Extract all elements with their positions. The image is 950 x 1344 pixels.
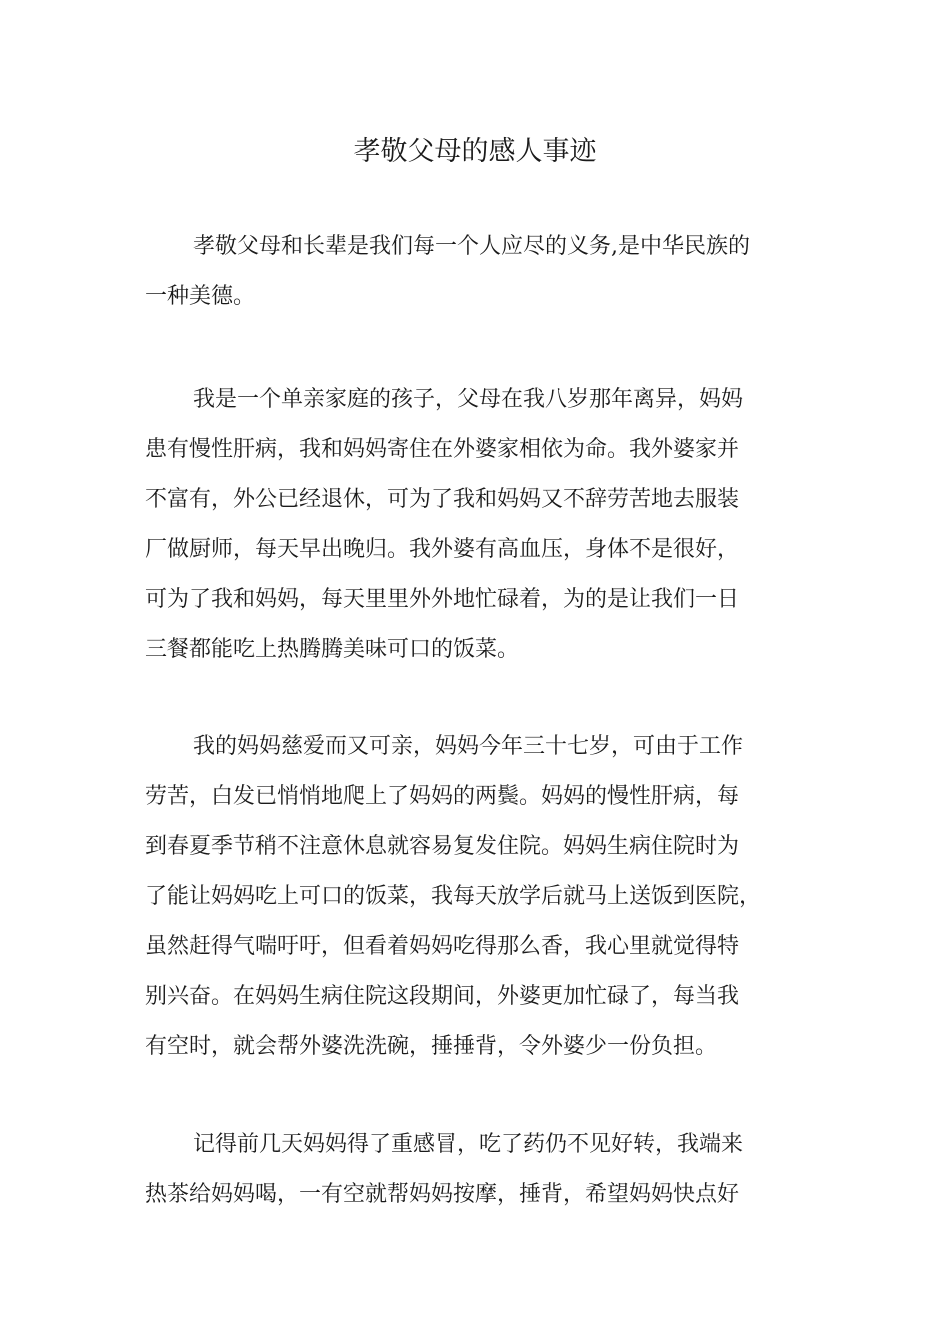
paragraph-line: 不富有，外公已经退休，可为了我和妈妈又不辞劳苦地去服装	[145, 487, 740, 512]
paragraph-2	[145, 375, 810, 675]
paragraph-1	[145, 222, 810, 322]
paragraph-line: 记得前几天妈妈得了重感冒，吃了药仍不见好转，我端来	[193, 1132, 744, 1157]
paragraph-line: 厂做厨师，每天早出晚归。我外婆有高血压，身体不是很好，	[145, 537, 740, 562]
paragraph-line: 热茶给妈妈喝，一有空就帮妈妈按摩，捶背，希望妈妈快点好	[145, 1182, 740, 1207]
paragraph-line: 虽然赶得气喘吁吁，但看着妈妈吃得那么香，我心里就觉得特	[145, 934, 740, 959]
paragraph-line: 我是一个单亲家庭的孩子，父母在我八岁那年离异，妈妈	[193, 387, 744, 412]
paragraph-line: 可为了我和妈妈，每天里里外外地忙碌着，为的是让我们一日	[145, 587, 740, 612]
paragraph-line: 了能让妈妈吃上可口的饭菜，我每天放学后就马上送饭到医院，	[145, 884, 762, 909]
paragraph-line: 我的妈妈慈爱而又可亲，妈妈今年三十七岁，可由于工作	[193, 734, 744, 759]
paragraph-line: 劳苦，白发已悄悄地爬上了妈妈的两鬓。妈妈的慢性肝病，每	[145, 784, 740, 809]
paragraph-4	[145, 1120, 810, 1220]
paragraph-line: 别兴奋。在妈妈生病住院这段期间，外婆更加忙碌了，每当我	[145, 984, 740, 1009]
paragraph-line: 有空时，就会帮外婆洗洗碗，捶捶背，令外婆少一份负担。	[145, 1034, 718, 1059]
paragraph-line: 到春夏季节稍不注意休息就容易复发住院。妈妈生病住院时为	[145, 834, 740, 859]
document-title: 孝敬父母的感人事迹	[353, 136, 597, 167]
paragraph-3	[145, 722, 810, 1072]
paragraph-line: 一种美德。	[145, 284, 256, 309]
paragraph-line: 三餐都能吃上热腾腾美味可口的饭菜。	[145, 637, 520, 662]
paragraph-line: 孝敬父母和长辈是我们每一个人应尽的义务,是中华民族的	[193, 234, 750, 259]
paragraph-line: 患有慢性肝病，我和妈妈寄住在外婆家相依为命。我外婆家并	[145, 437, 740, 462]
